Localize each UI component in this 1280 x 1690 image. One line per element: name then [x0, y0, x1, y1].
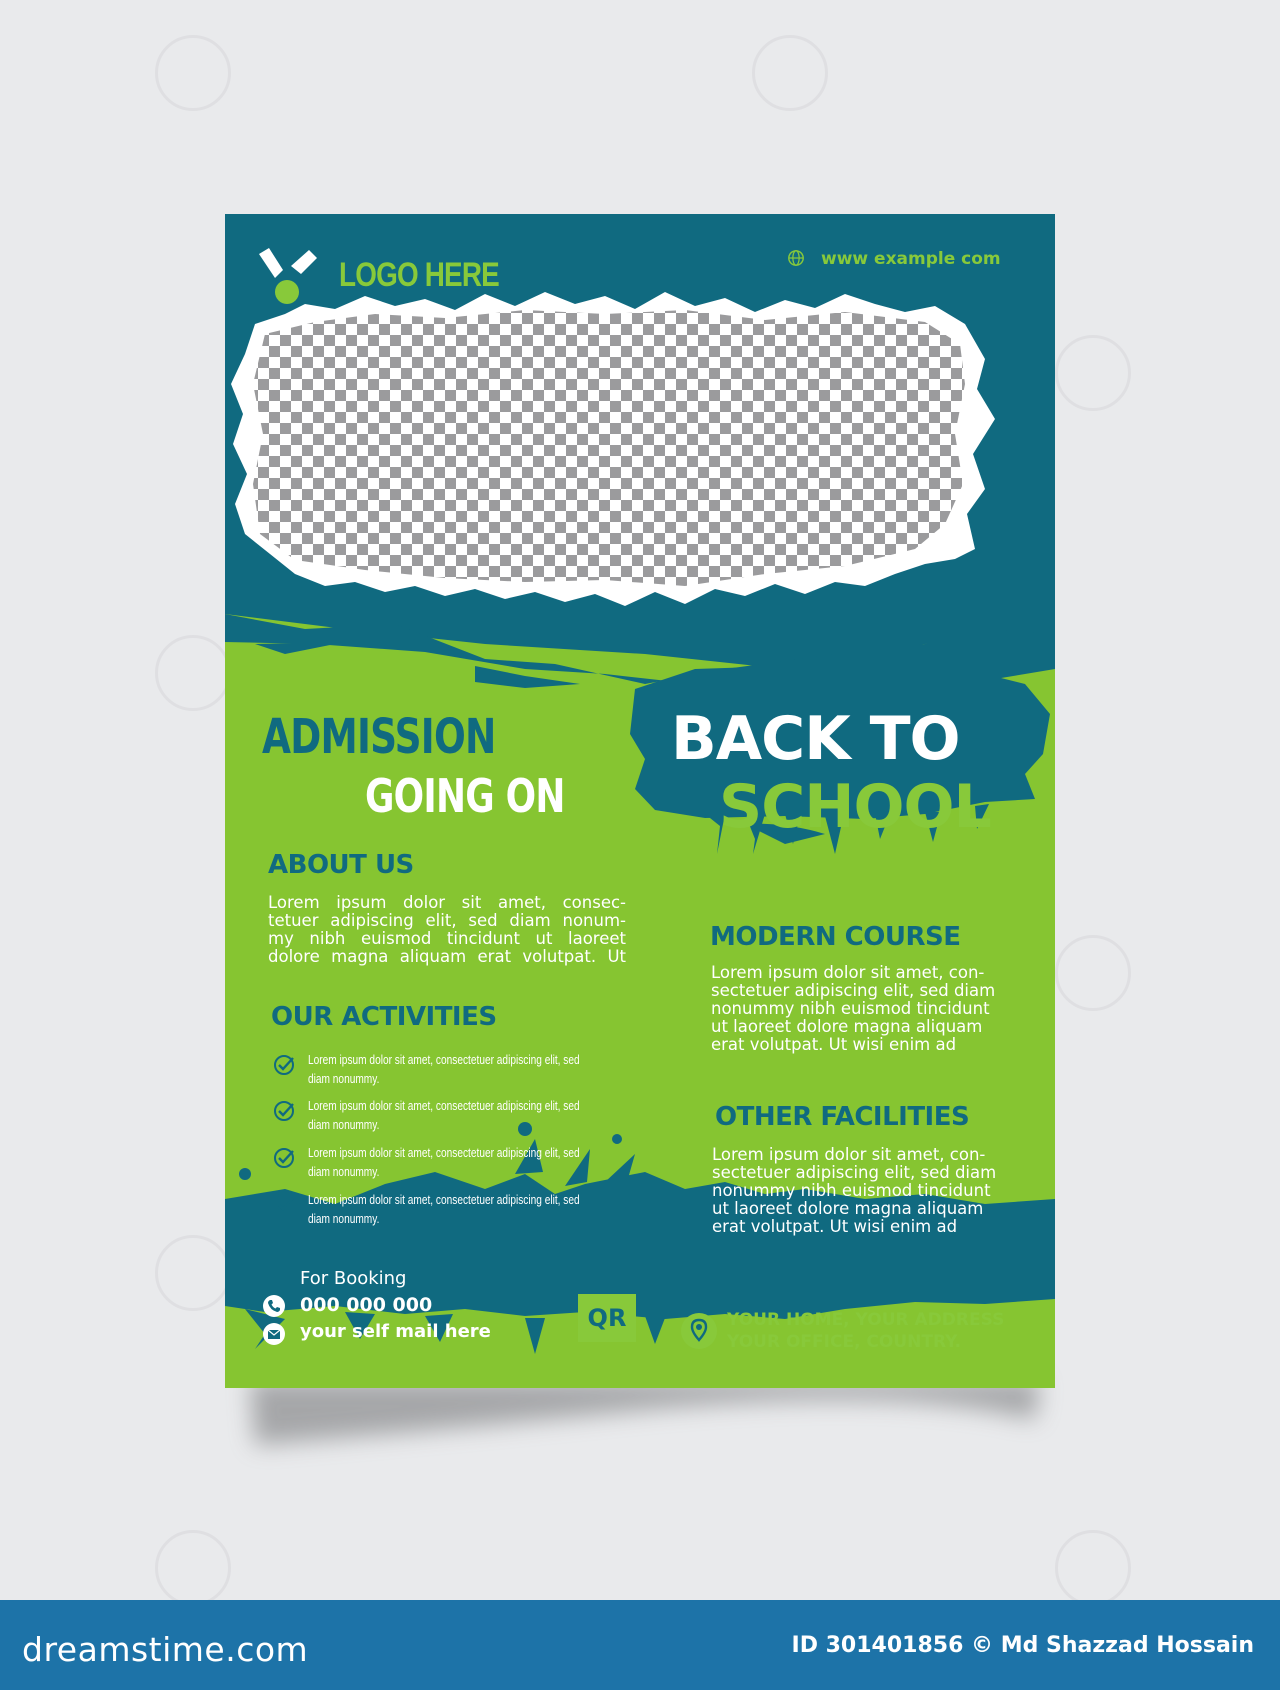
- modern-course-line: sectetuer adipiscing elit, sed diam: [711, 981, 996, 1000]
- modern-course-line: Lorem ipsum dolor sit amet, con-: [711, 963, 985, 982]
- about-us-body: [268, 894, 626, 966]
- modern-course-title: MODERN COURSE: [710, 922, 961, 952]
- watermark-logo-icon: [155, 35, 231, 111]
- phone-number[interactable]: 000 000 000: [300, 1294, 433, 1316]
- activity-text: Lorem ipsum dolor sit amet, consectetuer adipiscing elit, sed diam nonummy.: [308, 1098, 580, 1132]
- activity-text: Lorem ipsum dolor sit amet, consectetuer adipiscing elit, sed diam nonummy.: [308, 1052, 580, 1086]
- other-facilities-line: Lorem ipsum dolor sit amet, con-: [712, 1145, 986, 1164]
- other-facilities-line: nonummy nibh euismod tincidunt: [712, 1181, 991, 1200]
- activity-text: Lorem ipsum dolor sit amet, consectetuer adipiscing elit, sed diam nonummy.: [308, 1192, 580, 1226]
- other-facilities-body: [712, 1146, 1022, 1236]
- watermark-logo-icon: [155, 635, 231, 711]
- address-block: [727, 1309, 1004, 1353]
- other-facilities-line: erat volutpat. Ut wisi enim ad: [712, 1217, 958, 1236]
- about-us-title: ABOUT US: [268, 850, 414, 880]
- modern-course-body: [711, 964, 1021, 1054]
- logo-text: LOGO HERE: [339, 256, 499, 294]
- mail-icon: [262, 1322, 286, 1346]
- check-icon: [273, 1194, 295, 1216]
- location-pin-icon: [680, 1312, 718, 1350]
- watermark-logo-icon: [752, 35, 828, 111]
- website-link[interactable]: www example com: [821, 249, 1001, 269]
- our-activities-title: OUR ACTIVITIES: [271, 1002, 497, 1032]
- address-line: YOUR OFFICE, COUNTRY.: [727, 1332, 962, 1352]
- about-us-line: my nibh euismod tincidunt ut laoreet: [268, 929, 626, 948]
- about-us-line: Lorem ipsum dolor sit amet, consec-: [268, 893, 626, 912]
- watermark-logo-icon: [1055, 935, 1131, 1011]
- about-us-line: tetuer adipiscing elit, sed diam nonum-: [268, 911, 626, 930]
- about-us-line: dolore magna aliquam erat volutpat. Ut: [268, 947, 626, 966]
- other-facilities-line: ut laoreet dolore magna aliquam: [712, 1199, 984, 1218]
- watermark-logo-icon: [155, 1530, 231, 1606]
- logo-mark-icon: [257, 248, 321, 306]
- headline-school: SCHOOL: [719, 772, 991, 842]
- flyer: [225, 214, 1055, 1388]
- other-facilities-title: OTHER FACILITIES: [715, 1102, 970, 1132]
- check-icon: [273, 1100, 295, 1122]
- globe-icon: [787, 249, 805, 267]
- watermark-logo-icon: [155, 1235, 231, 1311]
- booking-label: For Booking: [300, 1268, 407, 1289]
- modern-course-line: ut laoreet dolore magna aliquam: [711, 1017, 983, 1036]
- check-icon: [273, 1054, 295, 1076]
- stock-footer-bar: [0, 1600, 1280, 1690]
- headline-admission: ADMISSION: [262, 709, 496, 765]
- modern-course-line: nonummy nibh euismod tincidunt: [711, 999, 990, 1018]
- stock-credit: ID 301401856 © Md Shazzad Hossain: [791, 1633, 1254, 1658]
- other-facilities-line: sectetuer adipiscing elit, sed diam: [712, 1163, 997, 1182]
- email-address[interactable]: your self mail here: [300, 1321, 491, 1342]
- activity-text: Lorem ipsum dolor sit amet, consectetuer adipiscing elit, sed diam nonummy.: [308, 1145, 580, 1179]
- stock-brand[interactable]: dreamstime.com: [22, 1630, 309, 1669]
- phone-icon: [262, 1294, 286, 1318]
- check-icon: [273, 1147, 295, 1169]
- watermark-logo-icon: [1055, 1530, 1131, 1606]
- watermark-logo-icon: [1055, 335, 1131, 411]
- headline-back-to: BACK TO: [671, 704, 960, 774]
- qr-code-placeholder: QR: [578, 1294, 636, 1342]
- modern-course-line: erat volutpat. Ut wisi enim ad: [711, 1035, 957, 1054]
- headline-going-on: GOING ON: [365, 769, 565, 823]
- address-line: YOUR HOME, YOUR ADDRESS: [727, 1310, 1005, 1330]
